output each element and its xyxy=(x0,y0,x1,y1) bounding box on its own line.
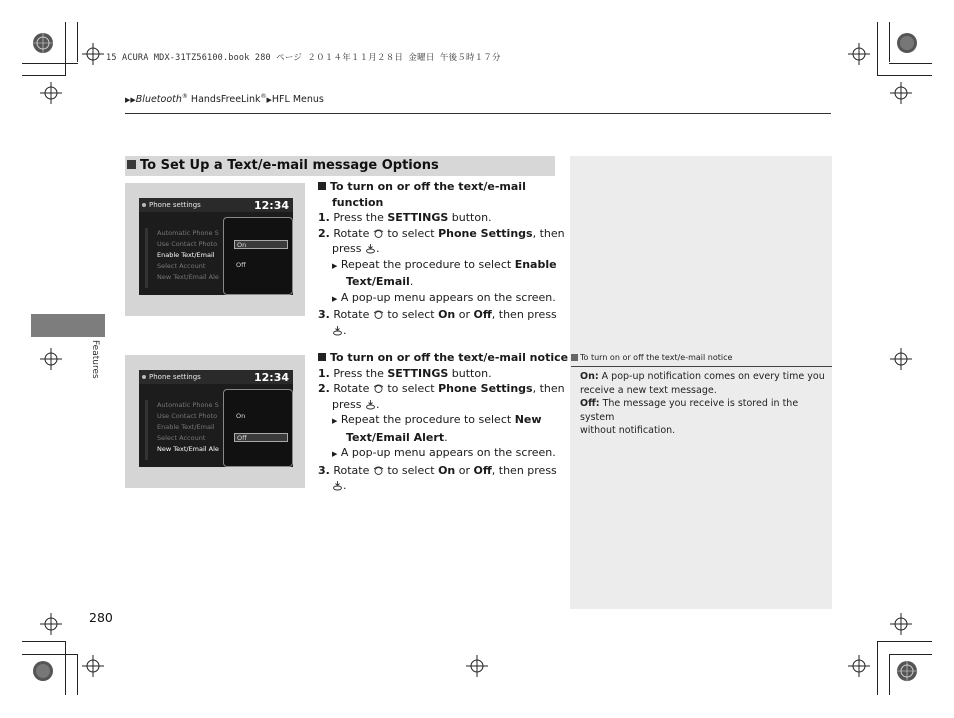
menu-item: New Text/Email Ale xyxy=(157,445,219,453)
breadcrumb: ▶▶Bluetooth® HandsFreeLink®▶HFL Menus xyxy=(125,93,324,106)
phone-icon xyxy=(142,203,146,207)
registration-target-icon xyxy=(896,660,918,682)
menu-item: Enable Text/Email xyxy=(157,423,215,431)
breadcrumb-handsfreelink[interactable]: HandsFreeLink xyxy=(187,94,261,106)
chapter-tab[interactable] xyxy=(31,314,105,337)
menu-item: Use Contact Photo xyxy=(157,240,218,248)
step-3: 3. Rotate to select On or Off, then press xyxy=(318,463,557,477)
screen-image-2 xyxy=(125,355,305,488)
screen-image-1 xyxy=(125,183,305,316)
block-heading: To turn on or off the text/e-mail xyxy=(318,179,558,195)
page-number: 280 xyxy=(89,610,113,625)
crosshair-mark-icon xyxy=(890,82,912,104)
note-header[interactable]: To turn on or off the text/e-mail notice xyxy=(571,353,732,362)
phone-icon xyxy=(142,375,146,379)
instruction-block-2: To turn on or off the text/e-mail notice 1. Press the SETTINGS button. 2. Rotate to select Phone Settings, then press . ▶ Repeat the procedure to select New Text/Email Alert. ▶ A pop-up menu appears on the screen. 3. Rotate to select On or Off, then press . xyxy=(318,351,569,492)
arrow-bullet-icon: ▶ xyxy=(332,261,338,270)
rotate-knob-icon xyxy=(373,465,384,476)
press-knob-icon xyxy=(332,325,343,336)
crosshair-mark-icon xyxy=(82,655,104,677)
rotate-knob-icon xyxy=(373,228,384,239)
header-rule xyxy=(125,113,831,114)
press-knob-icon xyxy=(365,399,376,410)
menu-item: Automatic Phone S xyxy=(157,401,219,409)
breadcrumb-arrow-icon: ▶ xyxy=(266,96,272,105)
step-2: 2. Rotate to select Phone Settings, then xyxy=(318,226,565,240)
menu-item: Use Contact Photo xyxy=(157,412,218,420)
square-bullet-icon xyxy=(318,182,326,190)
popup-menu xyxy=(223,217,293,295)
registration-target-icon xyxy=(32,660,54,682)
step-3: 3. Rotate to select On or Off, then press xyxy=(318,308,557,321)
crosshair-mark-icon xyxy=(848,655,870,677)
step-1: 1. Press the SETTINGS button. xyxy=(318,366,492,380)
crosshair-mark-icon xyxy=(466,655,488,677)
crosshair-mark-icon xyxy=(890,613,912,635)
crosshair-mark-icon xyxy=(848,43,870,65)
display-screen: Phone settings 12:34 Automatic Phone S Use Contact Photo Enable Text/Email Select Account New Text/Email Ale On Off xyxy=(139,198,293,295)
display-screen: Phone settings 12:34 Automatic Phone S Use Contact Photo Enable Text/Email Select Account New Text/Email Ale On Off xyxy=(139,370,293,467)
arrow-bullet-icon: ▶ xyxy=(332,417,338,425)
registration-target-icon xyxy=(32,32,54,54)
crosshair-mark-icon xyxy=(40,348,62,370)
rotate-knob-icon xyxy=(373,383,384,394)
crosshair-mark-icon xyxy=(890,348,912,370)
block-heading: To turn on or off the text/e-mail notice xyxy=(318,350,558,366)
breadcrumb-arrow-icon: ▶▶ xyxy=(125,96,136,105)
note-body: On: A pop-up notification comes on every time you receive a new text message. Off: The message you receive is stored in the system without notification. xyxy=(580,371,825,436)
arrow-bullet-icon: ▶ xyxy=(332,450,338,458)
popup-menu xyxy=(223,389,293,467)
crosshair-mark-icon xyxy=(40,613,62,635)
option-on: On xyxy=(234,240,288,249)
section-heading: To Set Up a Text/e-mail message Options xyxy=(125,156,555,176)
breadcrumb-bluetooth[interactable]: Bluetooth xyxy=(135,94,182,106)
chapter-label: Features xyxy=(90,340,100,379)
option-on: On xyxy=(236,412,246,420)
option-off: Off xyxy=(236,261,246,269)
registration-target-icon xyxy=(896,32,918,54)
instruction-block-1: To turn on or off the text/e-mail function 1. Press the SETTINGS button. 2. Rotate to select Phone Settings, then press . ▶ Repeat the procedure to select Enable Text/Email. ▶ A pop-up menu appears on the screen. 3. Rotate to select On or Off, then press . xyxy=(318,180,565,337)
print-header: 15 ACURA MDX-31TZ56100.book 280 ページ ２０１４年１１月２８日 金曜日 午後５時１７分 xyxy=(106,53,501,63)
step-2: 2. Rotate to select Phone Settings, then xyxy=(318,382,565,395)
note-icon xyxy=(571,354,578,361)
rotate-knob-icon xyxy=(373,309,384,320)
menu-item: Automatic Phone S xyxy=(157,229,219,237)
menu-item: New Text/Email Ale xyxy=(157,273,219,281)
note-rule xyxy=(571,366,832,367)
menu-item: Enable Text/Email xyxy=(157,251,215,259)
square-bullet-icon xyxy=(127,160,136,169)
breadcrumb-hfl-menus[interactable]: HFL Menus xyxy=(271,94,324,106)
menu-item: Select Account xyxy=(157,262,206,270)
menu-item: Select Account xyxy=(157,434,206,442)
press-knob-icon xyxy=(332,480,343,491)
step-1: 1. Press the SETTINGS button. xyxy=(318,211,492,224)
square-bullet-icon xyxy=(318,353,326,361)
option-off: Off xyxy=(234,433,288,442)
crosshair-mark-icon xyxy=(82,43,104,65)
arrow-bullet-icon: ▶ xyxy=(332,294,338,303)
press-knob-icon xyxy=(365,243,376,254)
crosshair-mark-icon xyxy=(40,82,62,104)
